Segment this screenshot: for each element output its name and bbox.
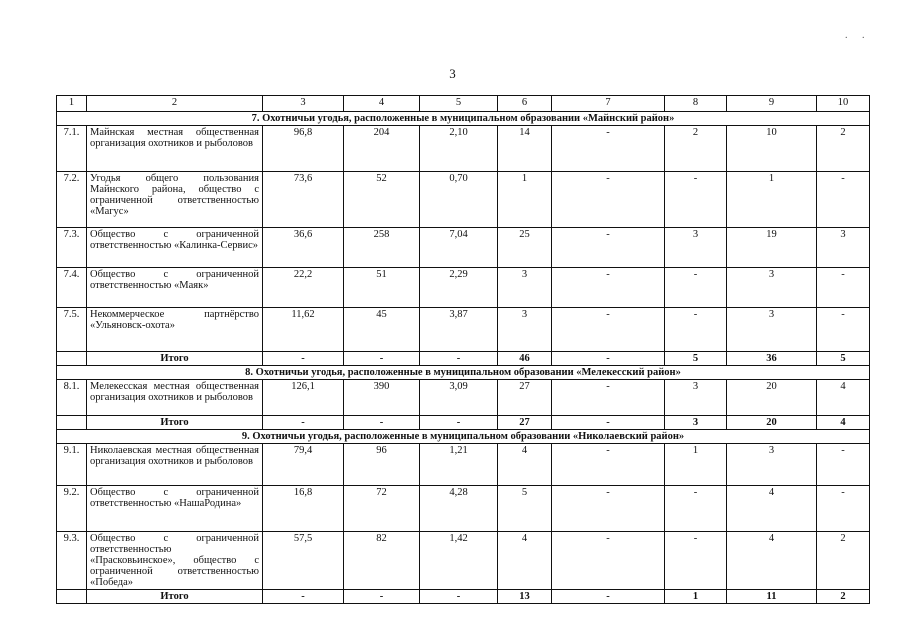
value-cell: 5 [498, 486, 552, 532]
page-number: 3 [449, 66, 456, 81]
organization-name: Общество с ограниченной ответственностью «Прасковьинское», общество с ограниченной ответственностью «Победа» [87, 532, 263, 590]
value-cell: 11,62 [263, 308, 344, 352]
row-number: 7.2. [57, 172, 87, 228]
total-value: 4 [817, 416, 870, 430]
value-cell: 36,6 [263, 228, 344, 268]
value-cell: - [552, 268, 665, 308]
section-title-row [57, 366, 870, 380]
total-row [57, 352, 870, 366]
value-cell: 2 [817, 126, 870, 172]
scan-dots: . . [845, 30, 871, 41]
total-label: Итого [87, 352, 263, 366]
total-value: - [552, 352, 665, 366]
value-cell: 96 [344, 444, 420, 486]
value-cell: 96,8 [263, 126, 344, 172]
value-cell: 3,87 [420, 308, 498, 352]
value-cell: 4 [498, 532, 552, 590]
value-cell: - [552, 172, 665, 228]
value-cell: 3 [727, 308, 817, 352]
header-cell: 6 [498, 96, 552, 112]
value-cell: 73,6 [263, 172, 344, 228]
value-cell: 3 [665, 228, 727, 268]
value-cell: 0,70 [420, 172, 498, 228]
total-value: 3 [665, 416, 727, 430]
table-row [57, 268, 870, 308]
total-value: 46 [498, 352, 552, 366]
value-cell: 1,42 [420, 532, 498, 590]
section-title: 9. Охотничьи угодья, расположенные в муниципальном образовании «Николаевский район» [57, 430, 870, 444]
value-cell: 19 [727, 228, 817, 268]
value-cell: - [665, 486, 727, 532]
value-cell: 3 [817, 228, 870, 268]
organization-name: Общество с ограниченной ответственностью «Маяк» [87, 268, 263, 308]
value-cell: 3 [727, 444, 817, 486]
total-value: - [263, 416, 344, 430]
header-cell: 5 [420, 96, 498, 112]
value-cell: 204 [344, 126, 420, 172]
total-value: 20 [727, 416, 817, 430]
header-cell: 9 [727, 96, 817, 112]
total-empty [57, 416, 87, 430]
value-cell: 3 [727, 268, 817, 308]
total-value: - [344, 416, 420, 430]
row-number: 7.4. [57, 268, 87, 308]
total-value: - [420, 416, 498, 430]
header-cell: 4 [344, 96, 420, 112]
organization-name: Мелекесская местная общественная организация охотников и рыболовов [87, 380, 263, 416]
value-cell: - [665, 308, 727, 352]
value-cell: 57,5 [263, 532, 344, 590]
value-cell: - [817, 444, 870, 486]
header-cell: 3 [263, 96, 344, 112]
value-cell: 1,21 [420, 444, 498, 486]
total-row [57, 416, 870, 430]
row-number: 7.3. [57, 228, 87, 268]
value-cell: 27 [498, 380, 552, 416]
total-value: 11 [727, 590, 817, 604]
value-cell: 14 [498, 126, 552, 172]
value-cell: 2,29 [420, 268, 498, 308]
value-cell: - [552, 486, 665, 532]
value-cell: 4 [817, 380, 870, 416]
value-cell: - [552, 228, 665, 268]
value-cell: 25 [498, 228, 552, 268]
total-value: - [263, 352, 344, 366]
row-number: 8.1. [57, 380, 87, 416]
total-value: 27 [498, 416, 552, 430]
value-cell: - [552, 532, 665, 590]
header-cell: 8 [665, 96, 727, 112]
value-cell: 82 [344, 532, 420, 590]
total-empty [57, 590, 87, 604]
section-title-row [57, 112, 870, 126]
value-cell: 45 [344, 308, 420, 352]
header-cell: 1 [57, 96, 87, 112]
row-number: 7.1. [57, 126, 87, 172]
total-value: - [552, 416, 665, 430]
value-cell: - [817, 268, 870, 308]
section-title: 8. Охотничьи угодья, расположенные в муниципальном образовании «Мелекесский район» [57, 366, 870, 380]
value-cell: 51 [344, 268, 420, 308]
organization-name: Общество с ограниченной ответственностью «НашаРодина» [87, 486, 263, 532]
value-cell: - [665, 532, 727, 590]
value-cell: 1 [665, 444, 727, 486]
organization-name: Майнская местная общественная организация охотников и рыболовов [87, 126, 263, 172]
total-value: - [552, 590, 665, 604]
table-row [57, 532, 870, 590]
organization-name: Некоммерческое партнёрство «Ульяновск-охота» [87, 308, 263, 352]
total-value: 5 [665, 352, 727, 366]
table-row [57, 486, 870, 532]
total-label: Итого [87, 416, 263, 430]
value-cell: 258 [344, 228, 420, 268]
value-cell: 126,1 [263, 380, 344, 416]
total-value: - [344, 590, 420, 604]
total-value: - [344, 352, 420, 366]
table-body [57, 96, 870, 604]
value-cell: 4 [727, 486, 817, 532]
value-cell: - [817, 172, 870, 228]
header-cell: 10 [817, 96, 870, 112]
organization-name: Общество с ограниченной ответственностью «Калинка-Сервис» [87, 228, 263, 268]
row-number: 9.3. [57, 532, 87, 590]
table-row [57, 228, 870, 268]
value-cell: 3,09 [420, 380, 498, 416]
total-value: 2 [817, 590, 870, 604]
value-cell: 1 [727, 172, 817, 228]
value-cell: - [552, 126, 665, 172]
row-number: 7.5. [57, 308, 87, 352]
total-value: - [263, 590, 344, 604]
value-cell: 1 [498, 172, 552, 228]
table-row [57, 126, 870, 172]
table-row [57, 444, 870, 486]
table-row [57, 380, 870, 416]
value-cell: 2,10 [420, 126, 498, 172]
value-cell: 4,28 [420, 486, 498, 532]
table-row [57, 172, 870, 228]
value-cell: - [665, 172, 727, 228]
row-number: 9.2. [57, 486, 87, 532]
section-title: 7. Охотничьи угодья, расположенные в муниципальном образовании «Майнский район» [57, 112, 870, 126]
header-row [57, 96, 870, 112]
header-cell: 7 [552, 96, 665, 112]
row-number: 9.1. [57, 444, 87, 486]
value-cell: - [552, 444, 665, 486]
total-row [57, 590, 870, 604]
value-cell: 3 [498, 268, 552, 308]
value-cell: 52 [344, 172, 420, 228]
value-cell: 3 [498, 308, 552, 352]
header-cell: 2 [87, 96, 263, 112]
value-cell: 4 [727, 532, 817, 590]
value-cell: 20 [727, 380, 817, 416]
total-value: 13 [498, 590, 552, 604]
value-cell: - [817, 486, 870, 532]
value-cell: 3 [665, 380, 727, 416]
value-cell: - [665, 268, 727, 308]
value-cell: 7,04 [420, 228, 498, 268]
value-cell: 22,2 [263, 268, 344, 308]
section-title-row [57, 430, 870, 444]
value-cell: 72 [344, 486, 420, 532]
value-cell: 390 [344, 380, 420, 416]
value-cell: 2 [665, 126, 727, 172]
total-value: - [420, 352, 498, 366]
organization-name: Николаевская местная общественная организация охотников и рыболовов [87, 444, 263, 486]
value-cell: 2 [817, 532, 870, 590]
table-row [57, 308, 870, 352]
value-cell: 16,8 [263, 486, 344, 532]
value-cell: 4 [498, 444, 552, 486]
total-value: - [420, 590, 498, 604]
value-cell: 79,4 [263, 444, 344, 486]
total-value: 5 [817, 352, 870, 366]
value-cell: - [552, 380, 665, 416]
hunting-grounds-table [56, 95, 870, 604]
total-label: Итого [87, 590, 263, 604]
value-cell: - [552, 308, 665, 352]
organization-name: Угодья общего пользования Майнского района, общество с ограниченной ответственностью «Магус» [87, 172, 263, 228]
value-cell: - [817, 308, 870, 352]
total-empty [57, 352, 87, 366]
value-cell: 10 [727, 126, 817, 172]
total-value: 1 [665, 590, 727, 604]
total-value: 36 [727, 352, 817, 366]
